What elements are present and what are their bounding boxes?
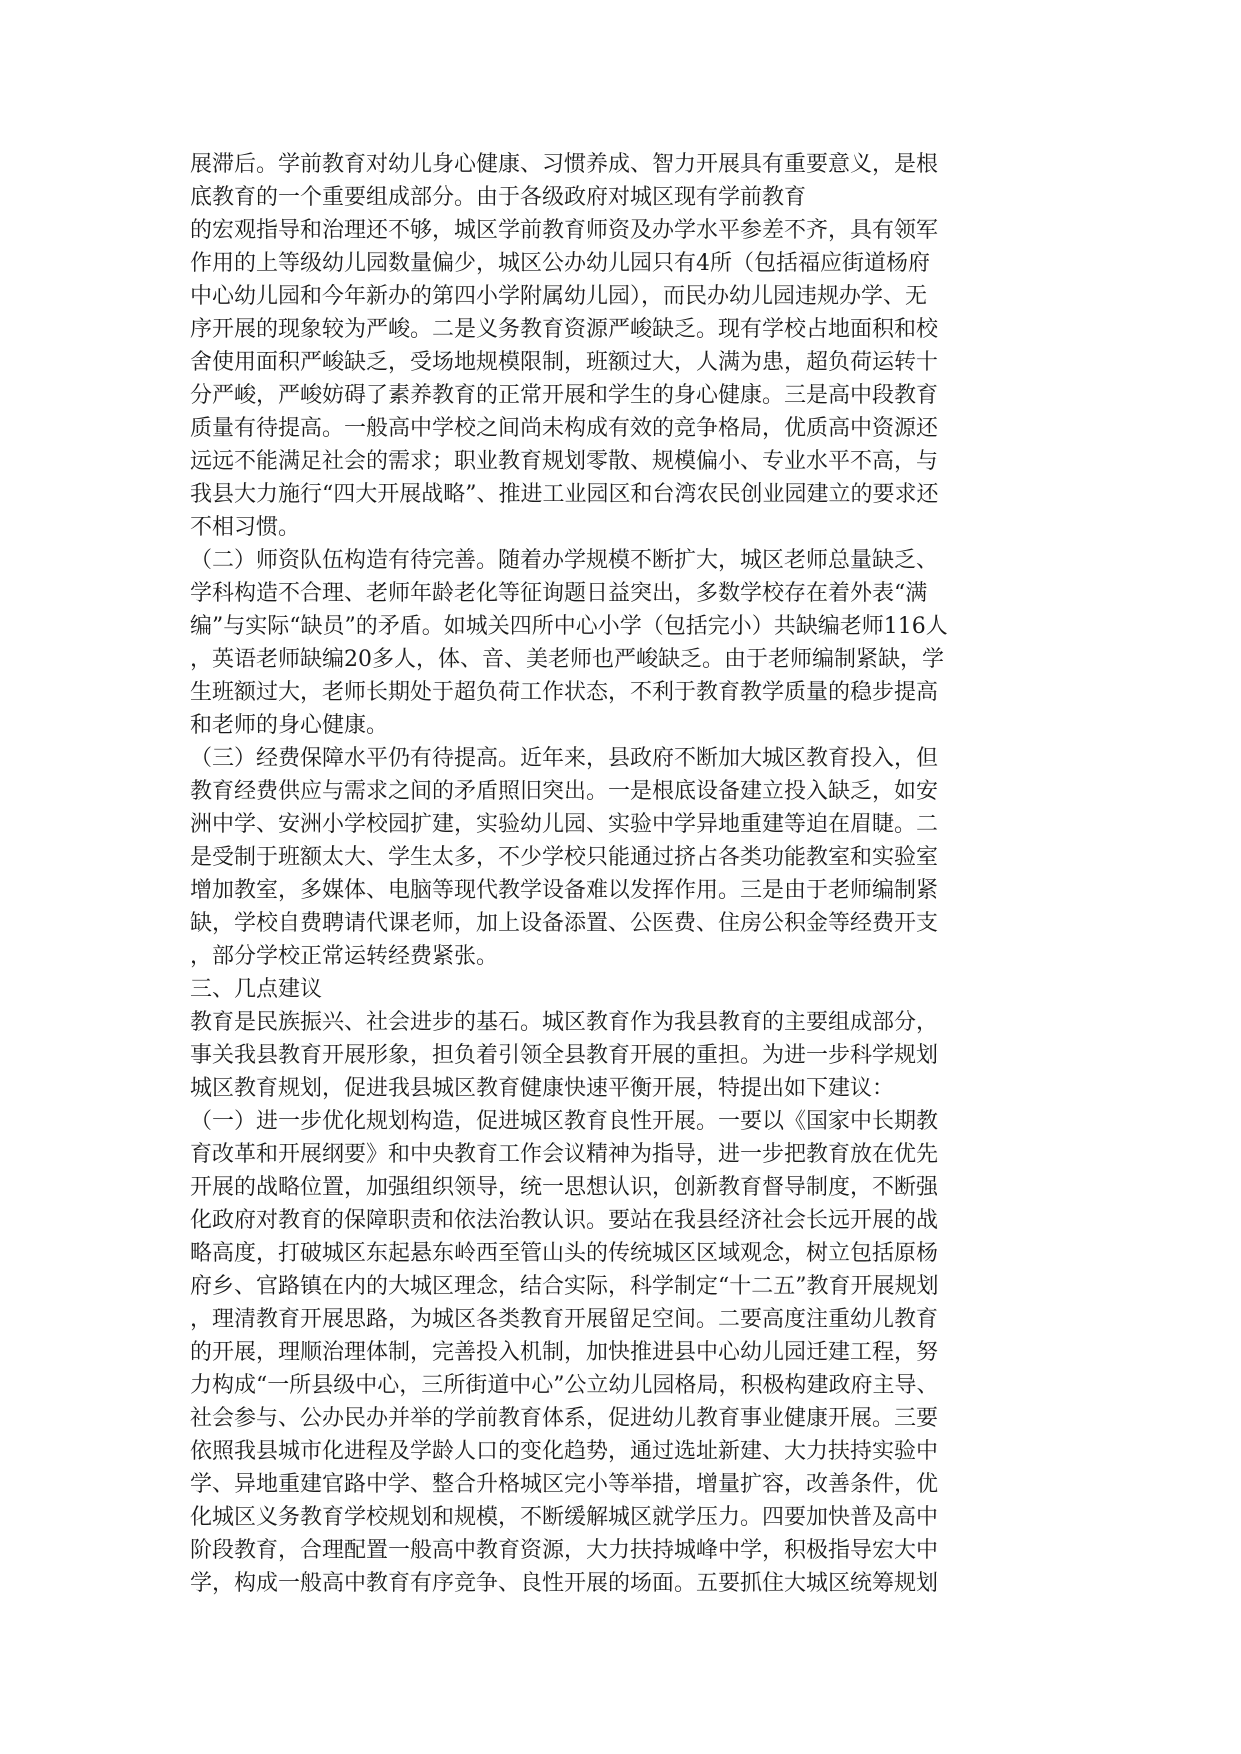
text-line: 事关我县教育开展形象，担负着引领全县教育开展的重担。为进一步科学规划 <box>190 1043 939 1068</box>
text-line: 力构成“一所县级中心，三所街道中心”公立幼儿园格局，积极构建政府主导、 <box>190 1373 939 1398</box>
text-line: 府乡、官路镇在内的大城区理念，结合实际，科学制定“十二五”教育开展规划 <box>190 1274 939 1299</box>
text-line: 的宏观指导和治理还不够，城区学前教育师资及办学水平参差不齐，具有领军 <box>190 218 939 243</box>
text-line: 分严峻，严峻妨碍了素养教育的正常开展和学生的身心健康。三是高中段教育 <box>190 383 939 408</box>
text-line: 依照我县城市化进程及学龄人口的变化趋势，通过选址新建、大力扶持实验中 <box>190 1439 939 1464</box>
text-line: 底教育的一个重要组成部分。由于各级政府对城区现有学前教育 <box>190 185 807 210</box>
text-line: 略高度，打破城区东起悬东岭西至管山头的传统城区区域观念，树立包括原杨 <box>190 1241 939 1266</box>
text-line: 社会参与、公办民办并举的学前教育体系，促进幼儿教育事业健康开展。三要 <box>190 1406 939 1431</box>
text-line: 序开展的现象较为严峻。二是义务教育资源严峻缺乏。现有学校占地面积和校 <box>190 317 939 342</box>
text-line: 学，构成一般高中教育有序竞争、良性开展的场面。五要抓住大城区统筹规划 <box>190 1571 939 1596</box>
text-line: 是受制于班额太大、学生太多，不少学校只能通过挤占各类功能教室和实验室 <box>190 845 939 870</box>
text-line: 远远不能满足社会的需求；职业教育规划零散、规模偏小、专业水平不高，与 <box>190 449 939 474</box>
text-line: 作用的上等级幼儿园数量偏少，城区公办幼儿园只有4所（包括福应街道杨府 <box>190 251 930 276</box>
text-line: 和老师的身心健康。 <box>190 713 389 738</box>
text-line: （三）经费保障水平仍有待提高。近年来，县政府不断加大城区教育投入，但 <box>190 746 939 771</box>
text-line: 我县大力施行“四大开展战略”、推进工业园区和台湾农民创业园建立的要求还 <box>190 482 939 507</box>
text-line: ，英语老师缺编20多人，体、音、美老师也严峻缺乏。由于老师编制紧缺，学 <box>190 647 944 672</box>
text-line: （一）进一步优化规划构造，促进城区教育良性开展。一要以《国家中长期教 <box>190 1109 939 1134</box>
text-line: 化政府对教育的保障职责和依法治教认识。要站在我县经济社会长远开展的战 <box>190 1208 939 1233</box>
text-line: 育改革和开展纲要》和中央教育工作会议精神为指导，进一步把教育放在优先 <box>190 1142 939 1167</box>
text-line: 生班额过大，老师长期处于超负荷工作状态，不利于教育教学质量的稳步提高 <box>190 680 939 705</box>
text-line: （二）师资队伍构造有待完善。随着办学规模不断扩大，城区老师总量缺乏、 <box>190 548 939 573</box>
text-line: 不相习惯。 <box>190 515 301 540</box>
text-line: 教育是民族振兴、社会进步的基石。城区教育作为我县教育的主要组成部分， <box>190 1010 939 1035</box>
text-line: 城区教育规划，促进我县城区教育健康快速平衡开展，特提出如下建议： <box>190 1076 895 1101</box>
text-line: 质量有待提高。一般高中学校之间尚未构成有效的竞争格局，优质高中资源还 <box>190 416 939 441</box>
text-line: 展滞后。学前教育对幼儿身心健康、习惯养成、智力开展具有重要意义，是根 <box>190 152 939 177</box>
section-heading: 三、几点建议 <box>190 977 323 1002</box>
text-line: ，理清教育开展思路，为城区各类教育开展留足空间。二要高度注重幼儿教育 <box>190 1307 939 1332</box>
text-line: 化城区义务教育学校规划和规模，不断缓解城区就学压力。四要加快普及高中 <box>190 1505 939 1530</box>
text-line: 阶段教育，合理配置一般高中教育资源，大力扶持城峰中学，积极指导宏大中 <box>190 1538 939 1563</box>
document-page <box>190 148 1050 1600</box>
text-line: 洲中学、安洲小学校园扩建，实验幼儿园、实验中学异地重建等迫在眉睫。二 <box>190 812 939 837</box>
text-line: 增加教室，多媒体、电脑等现代教学设备难以发挥作用。三是由于老师编制紧 <box>190 878 939 903</box>
text-line: ，部分学校正常运转经费紧张。 <box>190 944 499 969</box>
text-line: 缺，学校自费聘请代课老师，加上设备添置、公医费、住房公积金等经费开支 <box>190 911 939 936</box>
text-line: 中心幼儿园和今年新办的第四小学附属幼儿园），而民办幼儿园违规办学、无 <box>190 284 928 309</box>
text-line: 的开展，理顺治理体制，完善投入机制，加快推进县中心幼儿园迁建工程，努 <box>190 1340 939 1365</box>
text-line: 学科构造不合理、老师年龄老化等征询题日益突出，多数学校存在着外表“满 <box>190 581 928 606</box>
text-line: 学、异地重建官路中学、整合升格城区完小等举措，增量扩容，改善条件，优 <box>190 1472 939 1497</box>
text-line: 编”与实际“缺员”的矛盾。如城关四所中心小学（包括完小）共缺编老师116人 <box>190 614 948 639</box>
text-line: 舍使用面积严峻缺乏，受场地规模限制，班额过大，人满为患，超负荷运转十 <box>190 350 939 375</box>
text-line: 教育经费供应与需求之间的矛盾照旧突出。一是根底设备建立投入缺乏，如安 <box>190 779 939 804</box>
text-line: 开展的战略位置，加强组织领导，统一思想认识，创新教育督导制度，不断强 <box>190 1175 939 1200</box>
